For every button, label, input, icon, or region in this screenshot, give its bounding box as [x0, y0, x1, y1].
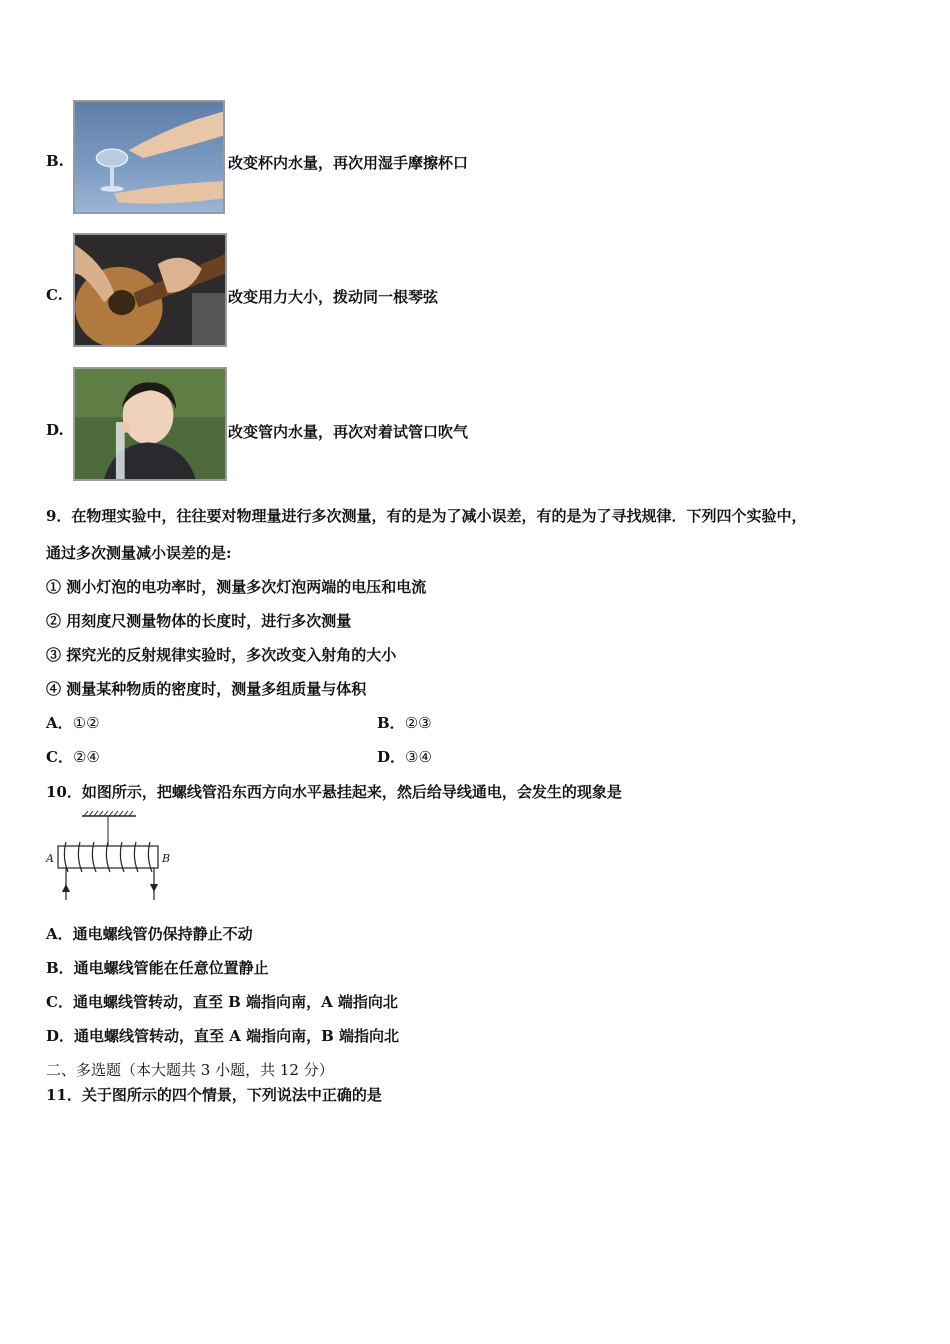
option-label: C. — [46, 286, 63, 304]
q9-option-b — [377, 712, 432, 733]
solenoid-label-b: B — [162, 852, 171, 865]
option-label: B. — [46, 152, 64, 170]
option-text: ②③ — [404, 714, 432, 732]
q10-option-a: A．通电螺线管仍保持静止不动 — [46, 925, 253, 943]
q9-option-c — [46, 746, 100, 767]
option-text: 改变杯内水量，再次用湿手摩擦杯口 — [228, 154, 469, 172]
q10-option-c: C．通电螺线管转动，直至 B 端指向南，A 端指向北 — [46, 993, 398, 1011]
q9-item: ④ 测量某种物质的密度时，测量多组质量与体积 — [46, 680, 367, 698]
solenoid-figure — [44, 810, 184, 902]
option-text: 改变管内水量，再次对着试管口吹气 — [228, 423, 469, 441]
wet-hand-glass-photo — [73, 100, 225, 214]
q10-option-d: D．通电螺线管转动，直至 A 端指向南，B 端指向北 — [46, 1027, 399, 1045]
option-label: D． — [377, 748, 406, 766]
q9-item: ③ 探究光的反射规律实验时，多次改变入射角的大小 — [46, 646, 397, 664]
girl-blowing-tube-photo — [73, 367, 227, 481]
solenoid-label-a: A — [46, 852, 54, 865]
q10-stem: 10．如图所示，把螺线管沿东西方向水平悬挂起来，然后给导线通电，会发生的现象是 — [46, 783, 622, 801]
option-label: B． — [377, 714, 405, 732]
option-text: ②④ — [72, 748, 100, 766]
q9-stem-line1: 9．在物理实验中，往往要对物理量进行多次测量，有的是为了减小误差，有的是为了寻找规律．下列四个实验中， — [46, 507, 807, 525]
section-heading: 二、多选题（本大题共 3 小题，共 12 分） — [46, 1061, 334, 1079]
option-text: ③④ — [405, 748, 432, 766]
option-label: C． — [46, 748, 73, 766]
option-text: ①② — [72, 714, 100, 732]
q9-item: ① 测小灯泡的电功率时，测量多次灯泡两端的电压和电流 — [46, 578, 427, 596]
option-label: D. — [46, 421, 64, 439]
q9-option-a — [46, 712, 100, 733]
option-text: 改变用力大小，拨动同一根琴弦 — [228, 288, 439, 306]
q10-option-b: B．通电螺线管能在任意位置静止 — [46, 959, 269, 977]
question-11-stem: 11．关于图所示的四个情景，下列说法中正确的是 — [46, 1086, 382, 1104]
q9-item: ② 用刻度尺测量物体的长度时，进行多次测量 — [46, 612, 352, 630]
q9-stem-line2: 通过多次测量减小误差的是: — [46, 544, 232, 562]
q9-option-d — [377, 746, 432, 767]
option-label: A． — [46, 714, 73, 732]
guitar-photo — [73, 233, 227, 347]
